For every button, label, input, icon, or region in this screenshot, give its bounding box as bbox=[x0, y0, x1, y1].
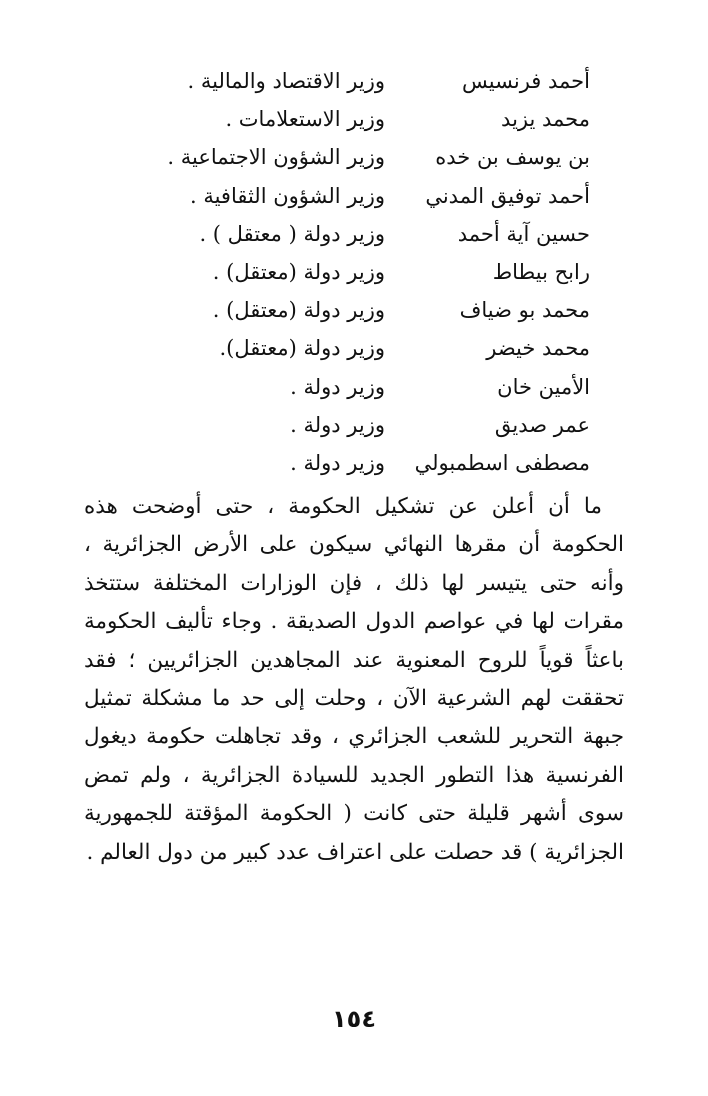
minister-row bbox=[150, 329, 590, 367]
minister-role: وزير دولة (معتقل) . bbox=[212, 298, 385, 323]
minister-name: محمد بو ضياف bbox=[459, 298, 590, 323]
minister-role: وزير دولة (معتقل). bbox=[219, 336, 385, 361]
minister-role: وزير الشؤون الاجتماعية . bbox=[167, 145, 385, 170]
page-number: ١٥٤ bbox=[332, 1005, 376, 1033]
minister-row bbox=[150, 253, 590, 291]
minister-name: محمد خيضر bbox=[486, 336, 590, 361]
minister-role: وزير دولة . bbox=[290, 374, 385, 399]
minister-name: رابح بيطاط bbox=[492, 260, 590, 285]
minister-row bbox=[150, 444, 590, 482]
body-paragraph bbox=[84, 488, 624, 872]
minister-row bbox=[150, 138, 590, 176]
minister-role: وزير دولة ( معتقل ) . bbox=[199, 221, 385, 246]
minister-list bbox=[150, 62, 590, 482]
minister-role: وزير الاقتصاد والمالية . bbox=[187, 69, 385, 94]
minister-role: وزير دولة . bbox=[290, 450, 385, 475]
minister-name: أحمد فرنسيس bbox=[462, 69, 590, 94]
minister-name: محمد يزيد bbox=[501, 107, 590, 132]
body-paragraph-text: ما أن أعلن عن تشكيل الحكومة ، حتى أوضحت هذه الحكومة أن مقرها النهائي سيكون على الأرض الجزائرية ، وأنه حتى يتيسر لها ذلك ، فإن الوزارات المختلفة ستتخذ مقرات لها في عواصم الدول الصديقة . وجاء تأليف الحكومة باعثاً قوياً للروح المعنوية عند المجاهدين الجزائريين ؛ فقد تحققت لهم الشرعية الآن ، وحلت إلى حد ما مشكلة تمثيل جبهة التحرير للشعب الجزائري ، وقد تجاهلت حكومة ديغول الفرنسية هذا التطور الجديد للسيادة الجزائرية ، ولم تمض سوى أشهر قليلة حتى كانت ( الحكومة المؤقتة للجمهورية الجزائرية ) قد حصلت على اعتراف عدد كبير من دول العالم . bbox=[84, 494, 624, 865]
minister-role: وزير الشؤون الثقافية . bbox=[189, 183, 385, 208]
minister-name: حسين آية أحمد bbox=[457, 221, 590, 246]
minister-row bbox=[150, 215, 590, 253]
minister-row bbox=[150, 406, 590, 444]
minister-row bbox=[150, 291, 590, 329]
minister-name: أحمد توفيق المدني bbox=[425, 183, 590, 208]
minister-name: الأمين خان bbox=[497, 374, 590, 399]
minister-name: بن يوسف بن خده bbox=[435, 145, 590, 170]
minister-row bbox=[150, 177, 590, 215]
minister-name: مصطفى اسطمبولي bbox=[414, 450, 590, 475]
minister-row bbox=[150, 368, 590, 406]
minister-role: وزير دولة (معتقل) . bbox=[212, 260, 385, 285]
minister-role: وزير دولة . bbox=[290, 412, 385, 437]
minister-role: وزير الاستعلامات . bbox=[225, 107, 385, 132]
minister-name: عمر صديق bbox=[494, 412, 590, 437]
minister-row bbox=[150, 62, 590, 100]
minister-row bbox=[150, 100, 590, 138]
